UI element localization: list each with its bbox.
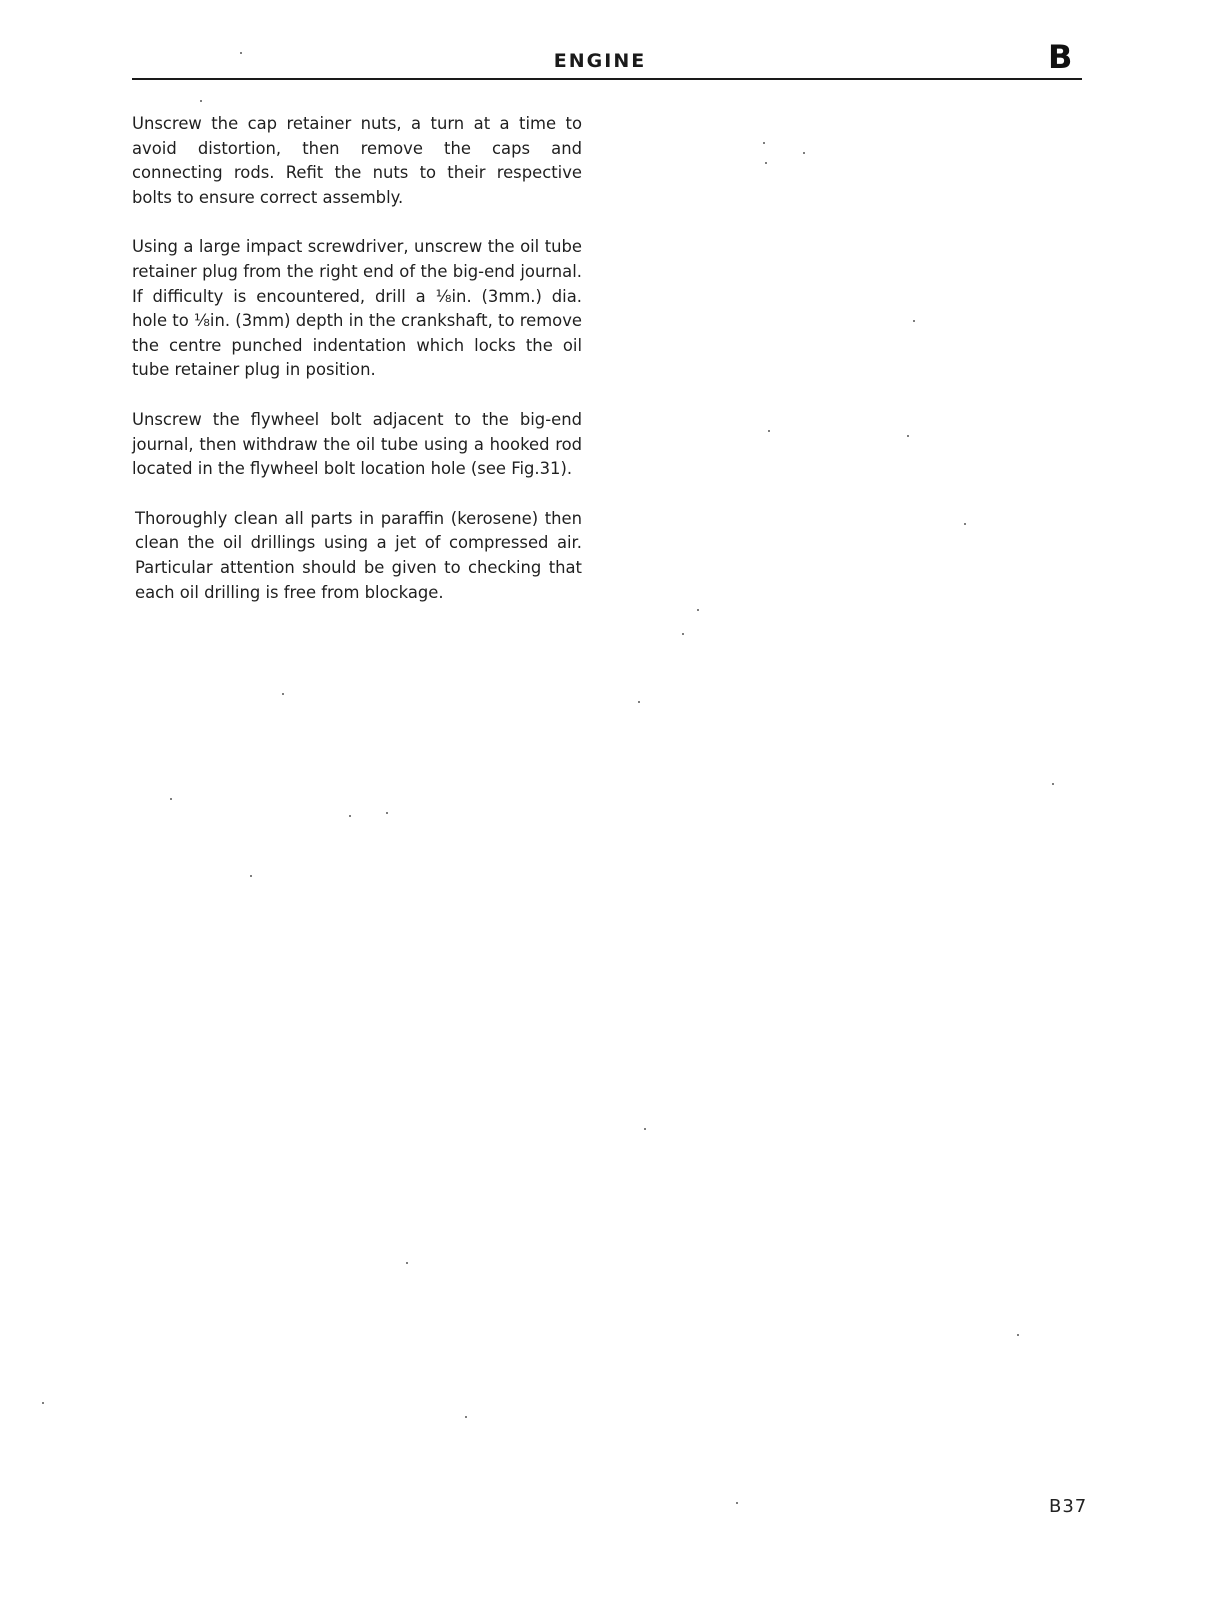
paragraph-oil-tube-plug: Using a large impact screwdriver, unscrew the oil tube retainer plug from the right end of the big-end journal. If difficulty is encountered, drill a ⅛in. (3mm.) dia. hole to ⅛in. (3mm) depth in the crankshaft, to remove the centre punched indentation which locks the oil tube retainer plug in position.	[132, 237, 582, 380]
page-number: B37	[1049, 1496, 1088, 1517]
header-rule	[132, 78, 1082, 80]
paragraph-clean-parts: Thoroughly clean all parts in paraffin (kerosene) then clean the oil drillings using a jet of compressed air. Particular attention should be given to checking that each oil drilling is free from blockage.	[135, 508, 582, 602]
section-letter: B	[1048, 38, 1073, 76]
paragraph-flywheel-bolt: Unscrew the flywheel bolt adjacent to the big-end journal, then withdraw the oil tube using a hooked rod located in the flywheel bolt location hole (see Fig.31).	[132, 409, 582, 479]
body-text	[132, 112, 582, 630]
paragraph-remove-caps: Unscrew the cap retainer nuts, a turn at a time to avoid distortion, then remove the caps and connecting rods. Refit the nuts to their respective bolts to ensure correct assembly.	[132, 114, 582, 207]
section-title: ENGINE	[553, 50, 647, 72]
